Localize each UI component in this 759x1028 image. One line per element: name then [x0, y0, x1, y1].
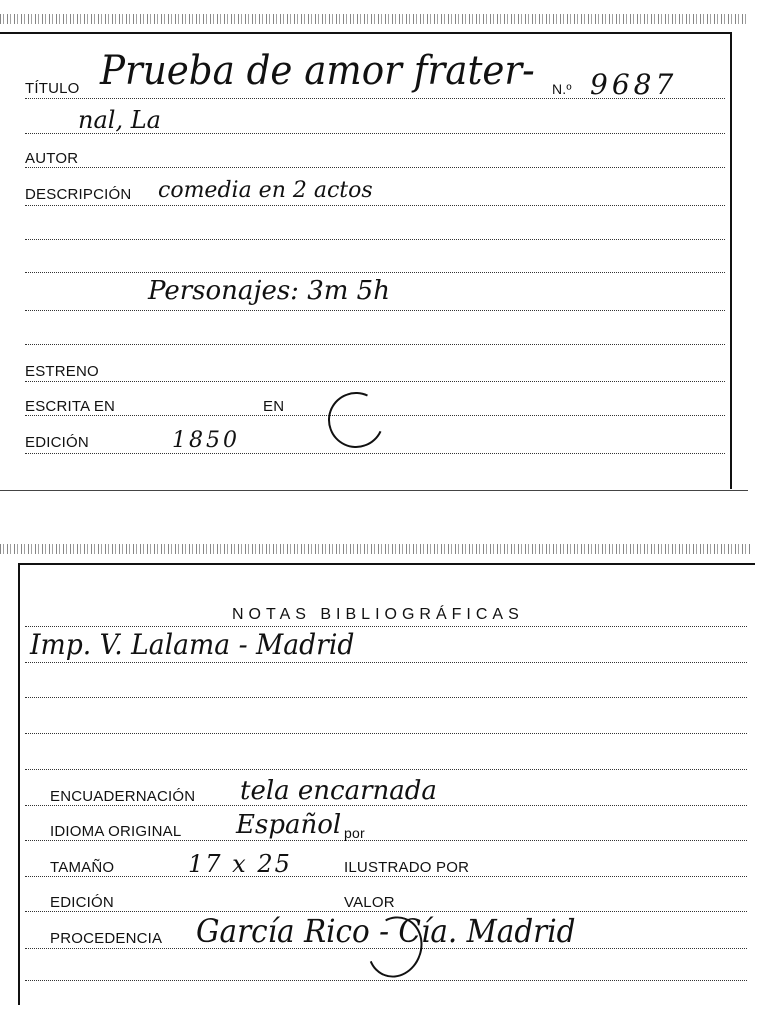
notes-line-5 — [25, 769, 747, 770]
edition-line — [25, 453, 725, 454]
description-line-3 — [25, 272, 725, 273]
card-bottom-edge-texture — [0, 544, 752, 554]
title-value-line1: Prueba de amor frater- — [100, 48, 535, 94]
catalog-card-bottom — [0, 540, 759, 1028]
title-value-line2: nal, La — [78, 106, 161, 134]
number-label: N.º — [552, 81, 572, 97]
premiere-label: ESTRENO — [25, 363, 99, 380]
description-line-2 — [25, 239, 725, 240]
binding-line — [25, 805, 747, 806]
card-top-edge-texture — [0, 14, 746, 24]
by-label: por — [344, 825, 365, 841]
title-line — [25, 98, 725, 99]
origin-value: García Rico - Cía. Madrid — [196, 912, 576, 950]
edition-value: 1850 — [172, 428, 240, 453]
value-label: VALOR — [344, 894, 395, 911]
written-in-label: ESCRITA EN — [25, 398, 116, 415]
origin-label: PROCEDENCIA — [50, 930, 163, 947]
description-value: comedia en 2 actos — [158, 178, 373, 203]
illustrated-label: ILUSTRADO POR — [344, 859, 470, 876]
notes-line-4 — [25, 733, 747, 734]
language-value: Español — [236, 810, 342, 840]
author-label: AUTOR — [25, 150, 79, 167]
title-label: TÍTULO — [25, 80, 80, 97]
notes-line-1 — [25, 626, 747, 627]
card-top-bottom-edge — [0, 490, 748, 491]
edition-label-2: EDICIÓN — [50, 894, 114, 911]
bibliographic-notes-heading: NOTAS BIBLIOGRÁFICAS — [232, 606, 524, 623]
notes-line-2 — [25, 662, 747, 663]
catalog-card-top — [0, 0, 759, 495]
size-value: 17 x 25 — [188, 850, 292, 878]
premiere-line — [25, 381, 725, 382]
notes-value: Imp. V. Lalama - Madrid — [30, 628, 355, 661]
size-line — [25, 876, 747, 877]
binding-label: ENCUADERNACIÓN — [50, 788, 196, 805]
language-line — [25, 840, 747, 841]
description-line — [25, 205, 725, 206]
language-label: IDIOMA ORIGINAL — [50, 823, 182, 840]
characters-value: Personajes: 3m 5h — [148, 276, 390, 306]
title-line-2 — [25, 133, 725, 134]
in-label: EN — [263, 398, 285, 415]
binding-value: tela encarnada — [240, 776, 437, 806]
notes-line-3 — [25, 697, 747, 698]
description-line-4 — [25, 310, 725, 311]
edition-label: EDICIÓN — [25, 434, 89, 451]
number-value: 9687 — [590, 68, 678, 101]
author-line — [25, 167, 725, 168]
description-line-5 — [25, 344, 725, 345]
origin-line-2 — [25, 980, 747, 981]
size-label: TAMAÑO — [50, 859, 115, 876]
description-label: DESCRIPCIÓN — [25, 186, 132, 203]
